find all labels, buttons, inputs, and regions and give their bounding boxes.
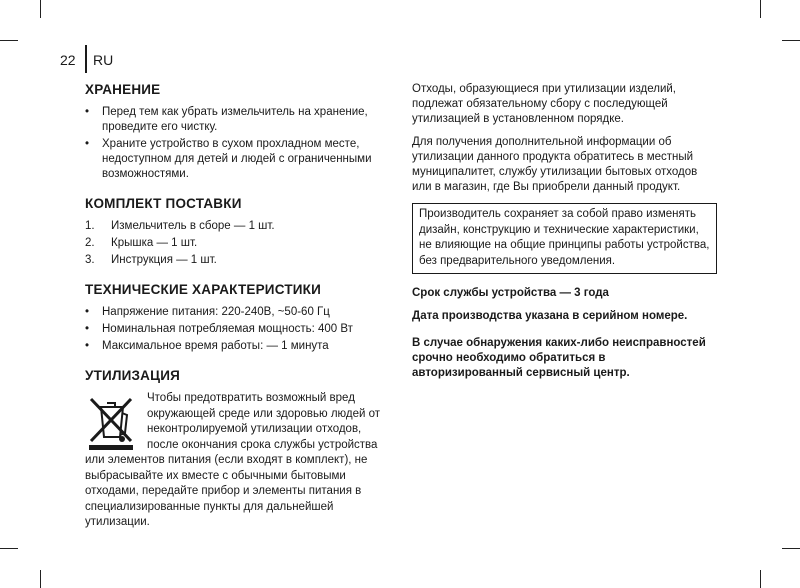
- crop-mark: [0, 40, 18, 41]
- waste-paragraph: Отходы, образующиеся при утилизации изделий, подлежат обязательному сбору с последующей утилизацией в установленном порядке.: [412, 83, 676, 125]
- crop-mark: [40, 570, 41, 588]
- list-item: [85, 305, 395, 320]
- left-column: [85, 82, 395, 545]
- manufacturer-notice: Производитель сохраняет за собой право изменять дизайн, конструкцию и технические характеристики, не влияющие на общие принципы работы устройства, без предварительного уведомления.: [412, 203, 717, 274]
- specs-section: [85, 282, 395, 354]
- specs-heading: ТЕХНИЧЕСКИЕ ХАРАКТЕРИСТИКИ: [85, 282, 322, 297]
- list-item: [85, 105, 395, 135]
- list-item-text: Измельчитель в сборе — 1 шт.: [111, 220, 275, 232]
- page-divider: [85, 45, 87, 73]
- crossed-out-wheelie-bin-icon: [85, 393, 137, 453]
- crop-mark: [40, 0, 41, 18]
- service-life: Срок службы устройства — 3 года: [412, 287, 609, 299]
- kit-list: [85, 219, 395, 268]
- list-item-text: Максимальное время работы: — 1 минута: [102, 340, 329, 352]
- list-item: [85, 137, 395, 182]
- list-item: [85, 339, 395, 354]
- list-number: 1.: [85, 220, 95, 232]
- bullet-marker: •: [85, 340, 90, 352]
- crop-mark: [760, 570, 761, 588]
- specs-list: [85, 305, 395, 354]
- list-item-text: Номинальная потребляемая мощность: 400 Вт: [102, 323, 353, 335]
- disposal-text: Чтобы предотвратить возможный вред окружающей среде или здоровью людей от неконтролируемой утилизации отходов, после окончания срока службы устройства или элементов питания (если входят в комплект), не выбрасывайте их вместе с обычными бытовыми отходами, передайте прибор и элементы питания в специализированные пункты для дальнейшей утилизации.: [85, 392, 381, 528]
- crop-mark: [782, 548, 800, 549]
- list-item-text: Инструкция — 1 шт.: [111, 254, 217, 266]
- bullet-marker: •: [85, 323, 90, 335]
- storage-list: [85, 105, 395, 182]
- bullet-marker: •: [85, 106, 90, 118]
- storage-section: [85, 82, 395, 182]
- kit-heading: КОМПЛЕКТ ПОСТАВКИ: [85, 196, 242, 211]
- list-item-text: Храните устройство в сухом прохладном месте, недоступном для детей и людей с ограниченными возможностями.: [102, 138, 372, 180]
- page-number: 22: [60, 52, 76, 68]
- info-paragraph: Для получения дополнительной информации об утилизации данного продукта обратитесь в местный муниципалитет, службу утилизации бытовых отходов или в магазин, где Вы приобрели данный продукт.: [412, 136, 698, 193]
- list-item: [85, 219, 395, 234]
- malfunction-note: В случае обнаружения каких-либо неисправностей срочно необходимо обратиться в авторизированный сервисный центр.: [412, 337, 706, 379]
- list-number: 3.: [85, 254, 95, 266]
- crop-mark: [760, 0, 761, 18]
- kit-section: [85, 196, 395, 268]
- disposal-heading: УТИЛИЗАЦИЯ: [85, 368, 180, 383]
- list-item-text: Напряжение питания: 220-240В, ~50-60 Гц: [102, 306, 330, 318]
- list-number: 2.: [85, 237, 95, 249]
- bullet-marker: •: [85, 306, 90, 318]
- list-item-text: Перед тем как убрать измельчитель на хранение, проведите его чистку.: [102, 106, 368, 133]
- storage-heading: ХРАНЕНИЕ: [85, 82, 161, 97]
- page-language: RU: [93, 52, 114, 68]
- bullet-marker: •: [85, 138, 90, 150]
- list-item-text: Крышка — 1 шт.: [111, 237, 198, 249]
- right-column: [412, 82, 717, 389]
- crop-mark: [782, 40, 800, 41]
- list-item: [85, 236, 395, 251]
- disposal-body: [85, 391, 395, 531]
- crop-mark: [0, 548, 18, 549]
- list-item: [85, 322, 395, 337]
- list-item: [85, 253, 395, 268]
- production-date: Дата производства указана в серийном номере.: [412, 310, 688, 322]
- disposal-section: [85, 368, 395, 531]
